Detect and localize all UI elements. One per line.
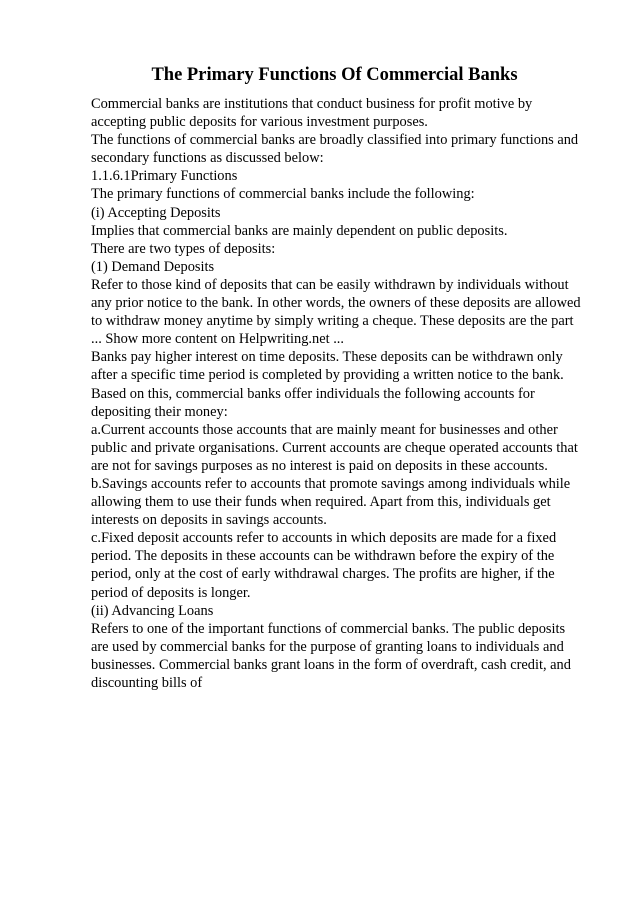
text-line: any prior notice to the bank. In other words, the owners of these deposits are allowed: [91, 295, 581, 312]
text-line: public and private organisations. Current accounts are cheque operated accounts that: [91, 439, 578, 456]
text-line: depositing their money:: [91, 403, 228, 420]
text-line: businesses. Commercial banks grant loans in the form of overdraft, cash credit, and: [91, 656, 571, 673]
text-line: Banks pay higher interest on time deposits. These deposits can be withdrawn only: [91, 349, 563, 366]
text-line: Based on this, commercial banks offer individuals the following accounts for: [91, 385, 535, 402]
text-line: allowing them to use their funds when required. Apart from this, individuals get: [91, 494, 551, 511]
subsection-heading: (ii) Advancing Loans: [91, 602, 214, 619]
text-line: The functions of commercial banks are broadly classified into primary functions and: [91, 132, 579, 149]
text-line: There are two types of deposits:: [91, 240, 276, 257]
text-line: accepting public deposits for various investment purposes.: [91, 114, 428, 131]
text-line: to withdraw money anytime by simply writing a cheque. These deposits are the part: [91, 313, 574, 330]
text-line: are used by commercial banks for the purpose of granting loans to individuals and: [91, 638, 564, 655]
subsection-heading: (1) Demand Deposits: [91, 258, 215, 275]
text-line: discounting bills of: [91, 675, 203, 691]
text-line: Commercial banks are institutions that conduct business for profit motive by: [91, 96, 533, 112]
text-line: Refers to one of the important functions of commercial banks. The public deposits: [91, 620, 566, 637]
text-line: period. The deposits in these accounts can be withdrawn before the expiry of the: [91, 548, 555, 565]
subsection-heading: (i) Accepting Deposits: [91, 204, 221, 221]
text-line: Implies that commercial banks are mainly dependent on public deposits.: [91, 222, 508, 239]
document-title: The Primary Functions Of Commercial Banks: [151, 65, 518, 85]
document-body: [91, 95, 590, 692]
section-heading: 1.1.6.1Primary Functions: [91, 168, 238, 185]
text-line: b.Savings accounts refer to accounts that promote savings among individuals while: [91, 475, 571, 492]
text-line: Refer to those kind of deposits that can be easily withdrawn by individuals without: [91, 276, 569, 293]
text-line: c.Fixed deposit accounts refer to accounts in which deposits are made for a fixed: [91, 530, 557, 547]
text-line: a.Current accounts those accounts that are mainly meant for businesses and other: [91, 421, 558, 438]
text-line: The primary functions of commercial banks include the following:: [91, 186, 475, 203]
text-line: period, only at the cost of early withdrawal charges. The profits are higher, if the: [91, 566, 555, 583]
text-line: are not for savings purposes as no interest is paid on deposits in these accounts.: [91, 457, 548, 474]
show-more-line: ... Show more content on Helpwriting.net ...: [91, 331, 344, 348]
text-line: secondary functions as discussed below:: [91, 150, 324, 167]
text-line: after a specific time period is completed by providing a written notice to the bank.: [91, 367, 564, 384]
text-line: period of deposits is longer.: [91, 584, 251, 601]
text-line: interests on deposits in savings accounts.: [91, 512, 327, 529]
